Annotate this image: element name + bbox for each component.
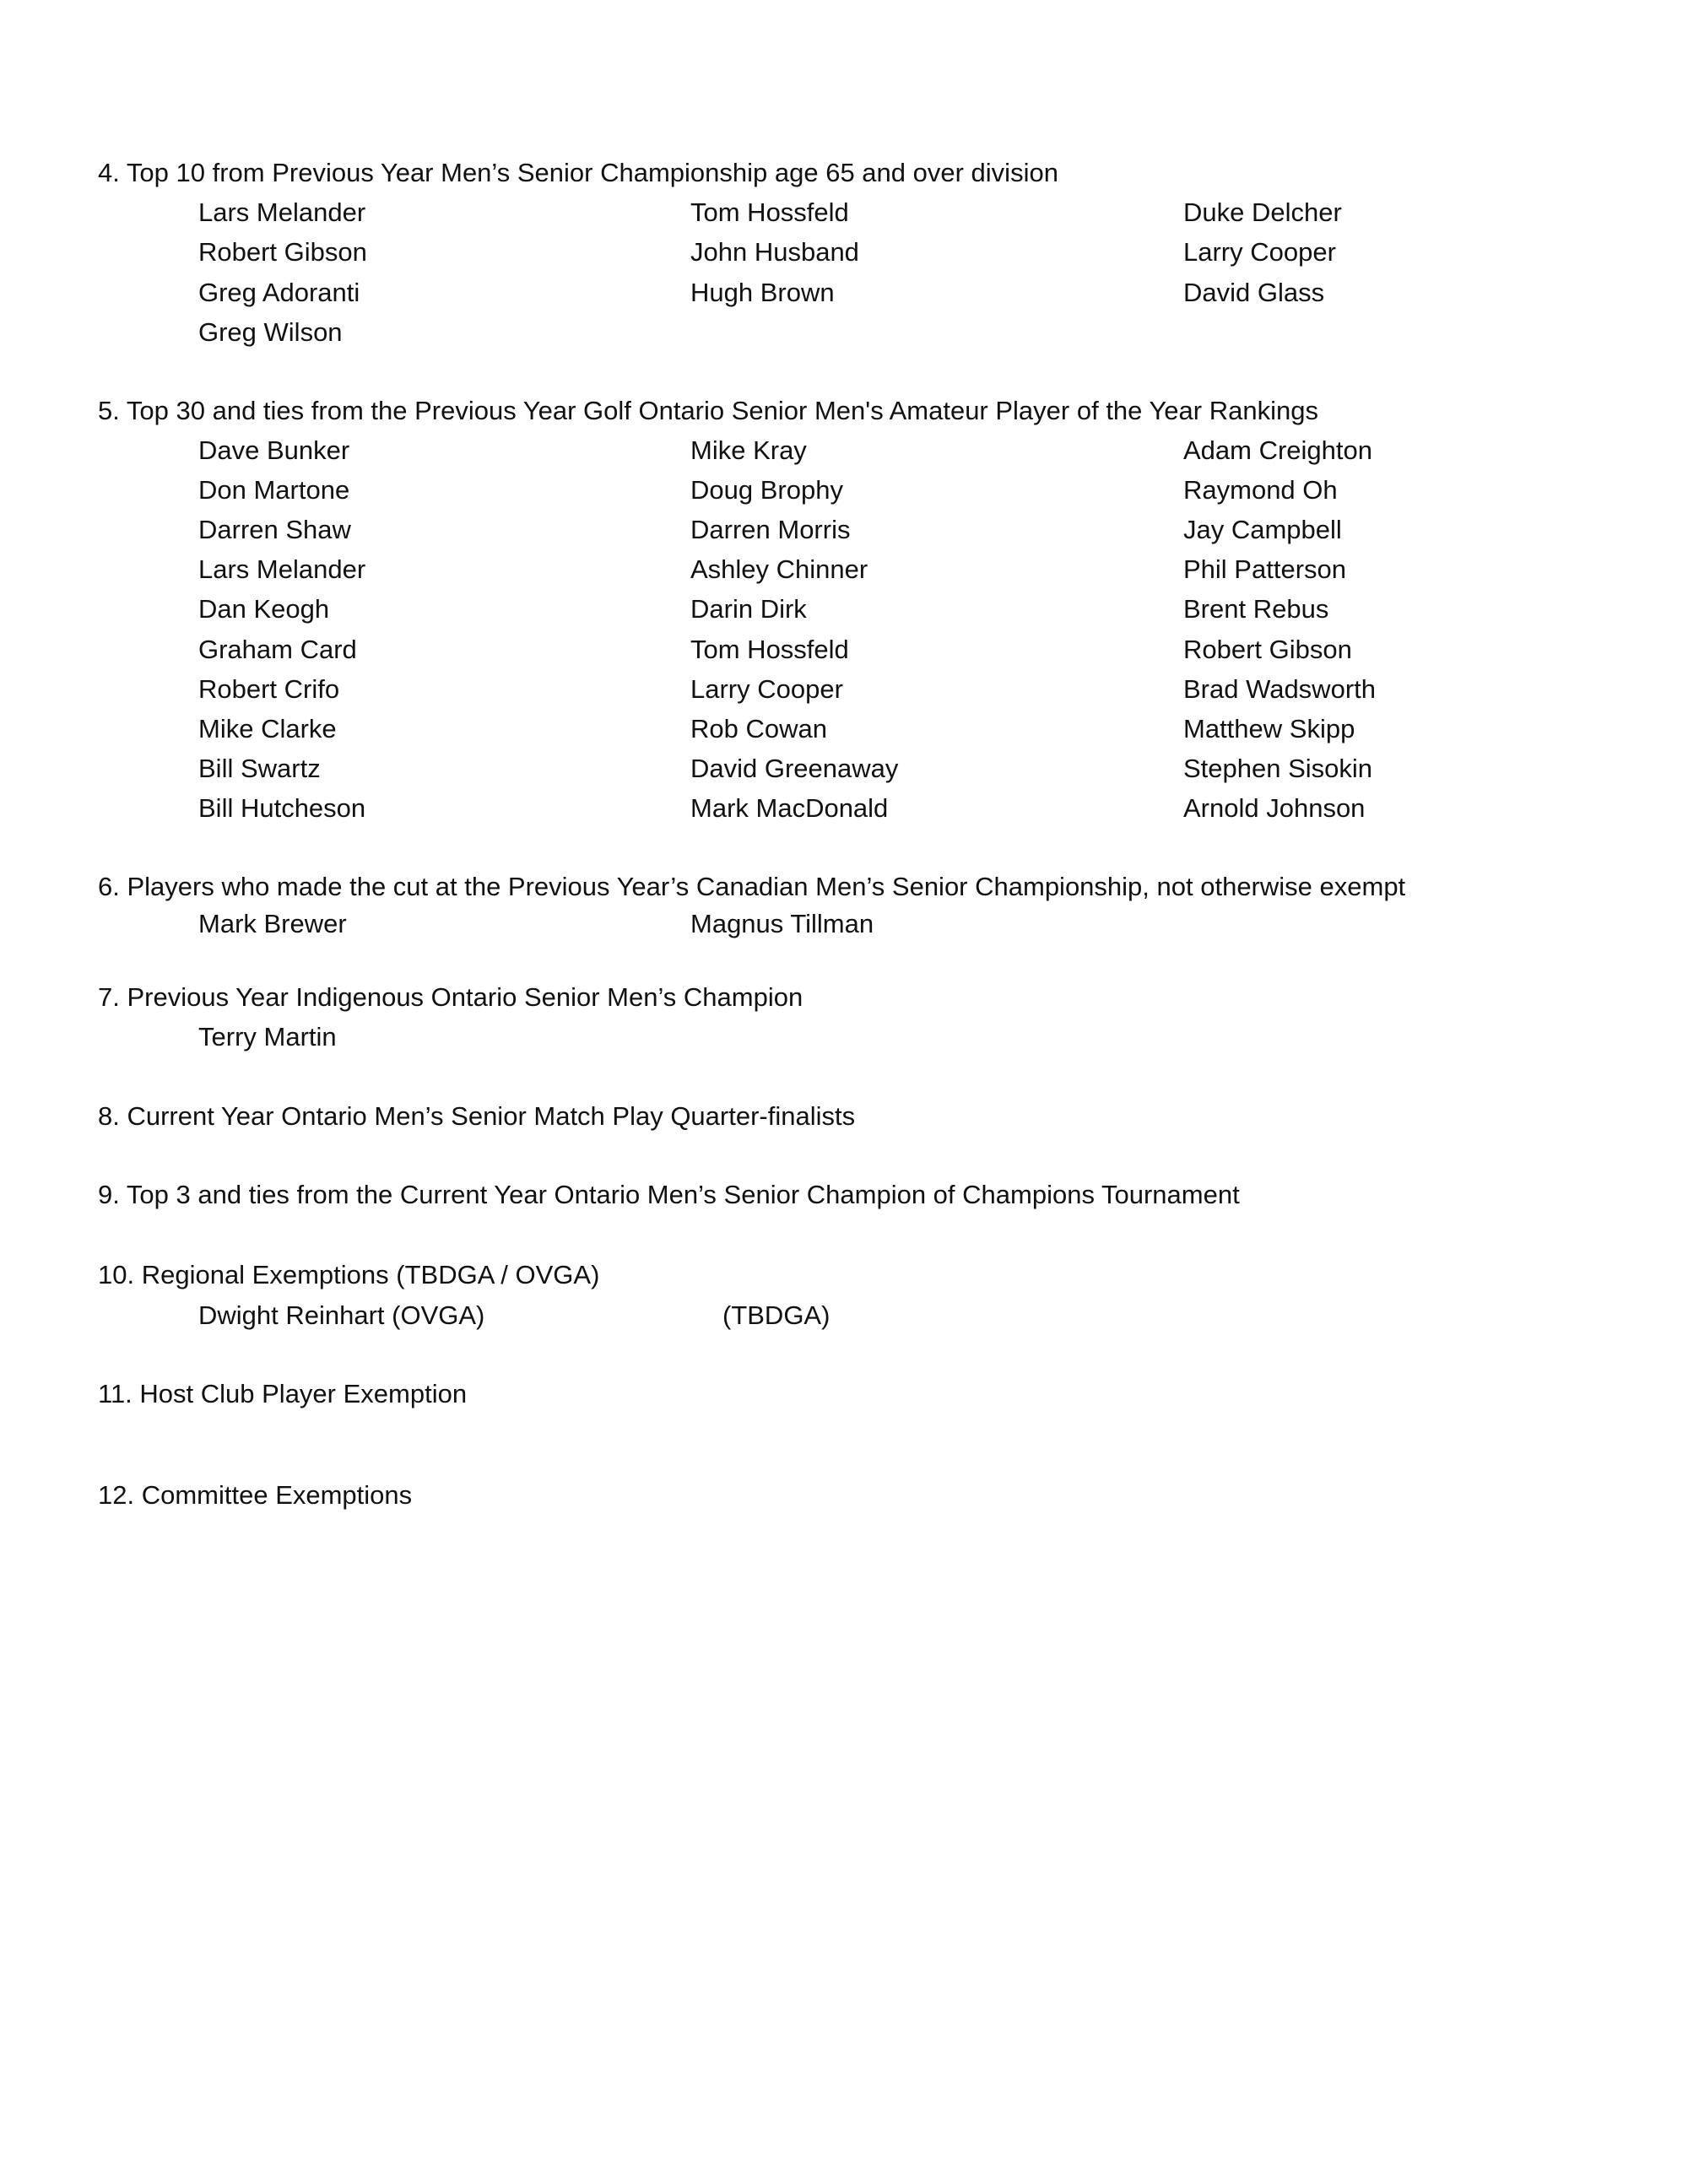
player-name: Lars Melander: [198, 197, 366, 227]
player-name: Darin Dirk: [690, 594, 807, 624]
player-name: Jay Campbell: [1183, 515, 1342, 545]
player-name: Mark MacDonald: [690, 792, 889, 823]
section-heading: 6. Players who made the cut at the Previous Year’s Canadian Men’s Senior Championship, not otherwise exempt: [98, 872, 1406, 901]
section-heading: 5. Top 30 and ties from the Previous Year Golf Ontario Senior Men's Amateur Player of the Year Rankings: [98, 396, 1318, 425]
player-name: Larry Cooper: [1183, 237, 1336, 267]
player-name: Matthew Skipp: [1183, 713, 1355, 743]
player-name: John Husband: [690, 237, 859, 267]
player-name: Dave Bunker: [198, 435, 350, 465]
player-name: Terry Martin: [198, 1022, 337, 1051]
player-name: Graham Card: [198, 634, 357, 664]
section-heading: 7. Previous Year Indigenous Ontario Senior Men’s Champion: [98, 982, 803, 1012]
player-name: Bill Swartz: [198, 753, 321, 783]
player-name: Raymond Oh: [1183, 475, 1338, 505]
player-name: Rob Cowan: [690, 713, 827, 743]
section-heading: 10. Regional Exemptions (TBDGA / OVGA): [98, 1260, 600, 1289]
player-name: David Greenaway: [690, 753, 899, 783]
player-name: (TBDGA): [722, 1300, 830, 1330]
player-name: Stephen Sisokin: [1183, 753, 1373, 783]
player-name: Arnold Johnson: [1183, 792, 1366, 823]
player-name: Dan Keogh: [198, 594, 330, 624]
section-heading: 8. Current Year Ontario Men’s Senior Match Play Quarter-finalists: [98, 1101, 856, 1131]
player-name: Magnus Tillman: [690, 909, 874, 938]
player-name: Darren Shaw: [198, 515, 351, 545]
player-name: Mike Kray: [690, 435, 807, 465]
player-name: Hugh Brown: [690, 278, 835, 307]
player-name: Tom Hossfeld: [690, 197, 849, 227]
player-name: Dwight Reinhart (OVGA): [198, 1300, 485, 1330]
player-name: Mark Brewer: [198, 909, 347, 938]
player-name: Mike Clarke: [198, 713, 337, 743]
section-heading: 11. Host Club Player Exemption: [98, 1379, 468, 1408]
player-name: Bill Hutcheson: [198, 792, 366, 823]
section-heading: 12. Committee Exemptions: [98, 1480, 413, 1510]
player-name: Robert Gibson: [1183, 634, 1352, 664]
player-name: Ashley Chinner: [690, 554, 868, 585]
player-name: Doug Brophy: [690, 475, 843, 505]
player-name: Don Martone: [198, 475, 350, 505]
section-heading: 9. Top 3 and ties from the Current Year Ontario Men’s Senior Champion of Champions Tournament: [98, 1180, 1240, 1209]
player-name: Robert Crifo: [198, 673, 340, 704]
player-name: Duke Delcher: [1183, 197, 1342, 227]
player-name: Adam Creighton: [1183, 435, 1373, 465]
player-name: Brad Wadsworth: [1183, 673, 1376, 704]
player-name: Phil Patterson: [1183, 554, 1346, 585]
player-name: Lars Melander: [198, 554, 366, 585]
player-name: Larry Cooper: [690, 673, 843, 704]
section-heading: 4. Top 10 from Previous Year Men’s Senior Championship age 65 and over division: [98, 158, 1058, 187]
player-name: David Glass: [1183, 278, 1325, 307]
player-name: Greg Wilson: [198, 317, 343, 347]
player-name: Brent Rebus: [1183, 594, 1329, 624]
player-name: Robert Gibson: [198, 237, 367, 267]
player-name: Greg Adoranti: [198, 278, 360, 307]
player-name: Tom Hossfeld: [690, 634, 849, 664]
player-name: Darren Morris: [690, 515, 851, 545]
